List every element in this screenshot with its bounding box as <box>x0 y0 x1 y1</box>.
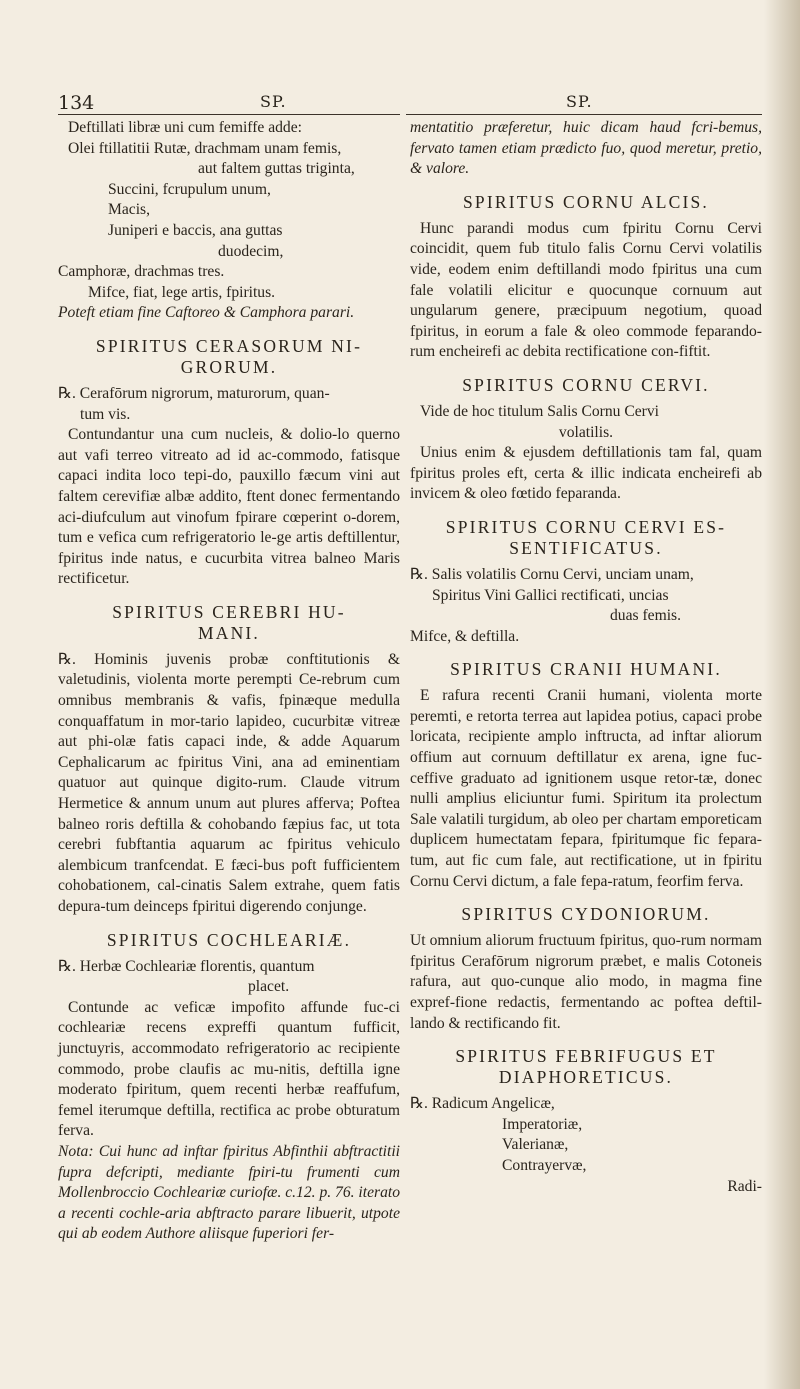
note-line: Poteft etiam fine Caftoreo & Camphora parari. <box>58 304 355 322</box>
section-heading: SPIRITUS CORNU CERVI. <box>462 374 710 395</box>
heading-line: SPIRITUS CEREBRI HU- <box>112 601 346 622</box>
recipe-line: Spiritus Vini Gallici rectificati, uncias <box>432 586 669 604</box>
section-heading <box>410 517 762 559</box>
ingredient-line: Juniperi e baccis, ana guttas <box>108 221 283 239</box>
section-heading: SPIRITUS CORNU ALCIS. <box>462 191 710 212</box>
paragraph: Ut omnium aliorum fructuum fpiritus, quo-rum normam fpiritus Cerafōrum nigrorum præbet, e malis Cotoneis rafura, aut quo-cunque alio modo, in magma fine expref-fione redactis, fermentando ac poftea deftil-lando & rectificando fit. <box>410 932 762 1032</box>
ingredient-line: Macis, <box>108 201 151 219</box>
section-heading: SPIRITUS CRANII HUMANI. <box>450 659 722 680</box>
ingredient-line: Succini, fcrupulum unum, <box>108 180 271 198</box>
running-head-right: SP. <box>566 92 593 111</box>
heading-line: SPIRITUS CERASORUM NI- <box>95 335 363 356</box>
header-rule-right <box>406 114 762 115</box>
heading-line: GRORUM. <box>180 356 278 377</box>
section-heading <box>410 1046 762 1088</box>
ingredient-line: duodecim, <box>218 242 284 260</box>
text-line: volatilis. <box>558 423 614 441</box>
page-number: 134 <box>58 92 95 114</box>
paragraph: Unius enim & ejusdem deftillationis tam fal, quam fpiritus proles eft, certa & illic indicata encheirefi ab invicem & oleo fœtido feparanda. <box>410 444 762 503</box>
header-rule-left <box>58 114 400 115</box>
paragraph: mentatitio præferetur, huic dicam haud fcri-bemus, fervato tamen etiam prædicto fuo, quod meretur, pretio, & valore. <box>410 119 762 178</box>
recipe-line: duas femis. <box>610 607 682 625</box>
running-head-left: SP. <box>260 92 287 111</box>
recipe-line: ℞. Salis volatilis Cornu Cervi, unciam unam, <box>410 565 694 583</box>
paragraph: Hunc parandi modus cum fpiritu Cornu Cervi coincidit, quem fub titulo falis Cornu Cervi volatilis vide, eodem enim deftillandi modo fpiritus una cum fale volatili elicitur e quocunque cornuum aut ungularum genere, præcipuum negotium, quoad fpiritus, in eorum a fale & oleo commode feparando-rum encheirefi ac debita rectificatione con-fiftit. <box>410 219 762 361</box>
text-line: Deftillati libræ uni cum femiffe adde: <box>68 119 302 136</box>
right-column <box>410 118 762 1197</box>
recipe-line: Imperatoriæ, <box>502 1115 583 1133</box>
recipe-line: Contrayervæ, <box>502 1156 587 1174</box>
recipe-line: tum vis. <box>80 405 131 423</box>
note-paragraph: Nota: Cui hunc ad inftar fpiritus Abfinthii abftractitii fupra defcripti, mediante fpiri-tu frumenti cum Mollenbroccio Cochleariæ curiofæ. c.12. p. 76. iterato a recenti cochle-aria abftracto parare libuerit, utpote qui ab eodem Authore aliisque fuperiori fer- <box>58 1142 401 1243</box>
recipe-line: placet. <box>248 978 290 996</box>
section-heading: SPIRITUS CYDONIORUM. <box>461 904 711 925</box>
ingredient-line: aut faltem guttas triginta, <box>198 160 355 178</box>
section-heading <box>58 336 400 378</box>
heading-line: SPIRITUS CORNU CERVI ES- <box>445 516 727 537</box>
heading-line: SENTIFICATUS. <box>509 537 663 558</box>
heading-line: SPIRITUS FEBRIFUGUS ET <box>455 1046 717 1067</box>
ingredient-line: Olei ftillatitii Rutæ, drachmam unam femis, <box>68 139 342 157</box>
ingredient-line: Camphoræ, drachmas tres. <box>58 263 225 281</box>
paragraph: ℞. Hominis juvenis probæ conftitutionis & valetudinis, violenta morte perempti Ce-rebrum cum omnibus membranis & vafis, fpinæque medulla conquaffatum in mor-tario lapideo, cucurbitæ vitreæ aut phi-olæ fatis capaci inde, & adde Aquarum Cephalicarum ac fpiritus Vini, ana ad eminentiam quatuor aut quinque digito-rum. Claude vitrum Hermetice & annum unum aut plures afferva; Poftea balneo roris deftilla & cohobando fæpius fac, ut tota cerebri fubftantia aquarum ac fpiritus vehiculo alembicum tranfcendat. E fæci-bus poft fufficientem cohobationem, cal-cinatis Salem extrahe, quem fatis depura-tum deinceps fpiritui digerendo conjunge. <box>58 650 400 915</box>
paragraph: Contundantur una cum nucleis, & dolio-lo querno aut vafi terreo vitreato ad id ac-commodo, fatisque capaci indita loco tepi-do, pauxillo fæcum vini aut faltem cerevifiæ albæ addito, ftent donec fermentando aci-diufculum aut vinofum fpirare cœperint o-dorem, tum e vefica cum refrigeratorio le-ge artis deftillentur, fpiritus inde natus, e cucurbita vitrea balneo Maris rectificetur. <box>58 426 400 588</box>
left-column <box>58 118 400 1245</box>
section-heading <box>58 602 400 644</box>
section-heading: SPIRITUS COCHLEARIÆ. <box>106 929 352 950</box>
heading-line: MANI. <box>197 622 261 643</box>
catchword: Radi- <box>727 1177 762 1195</box>
recipe-line: Valerianæ, <box>502 1136 569 1154</box>
heading-line: DIAPHORETICUS. <box>498 1067 674 1088</box>
paragraph: E rafura recenti Cranii humani, violenta morte peremti, e retorta terrea aut lapidea potius, capaci probe loricata, recipiente amplo inftructa, ad inftar aliorum offium aut cornuum deftillatur ex arena, igne fuc-ceffive graduato ad ignitionem usque retor-tæ, donec nulli amplius eliciuntur fumi. Spiritum ita prolectum Sale valatili turgidum, ab oleo per chartam emporeticam duplicem humectatam fepara, fpiritumque fic fepara-tum, aut fic cum fale, aut rectificatione, ut in fpiritu Cornu Cervi dictum, a fale fepa-ratum, feorfim ferva. <box>410 687 762 890</box>
text-line: Vide de hoc titulum Salis Cornu Cervi <box>420 402 660 420</box>
recipe-line: ℞. Radicum Angelicæ, <box>410 1095 555 1113</box>
instruction-line: Mifce, fiat, lege artis, fpiritus. <box>88 283 276 301</box>
recipe-line: ℞. Herbæ Cochleariæ florentis, quantum <box>58 957 315 975</box>
paragraph: Contunde ac veficæ impofito affunde fuc-ci cochleariæ recens expreffi quantum fufficit, junctuуris, accommodato refrigeratorio ac recipiente commodo, probe claufis ac mu-nitis, deftilla igne moderato fpiritum, quem recenti herbæ reaffufum, femel iterumque deftilla, rectifica ac probe obturatum ferva. <box>58 998 400 1140</box>
instruction-line: Mifce, & deftilla. <box>410 627 520 645</box>
recipe-line: ℞. Cerafōrum nigrorum, maturorum, quan- <box>58 384 330 402</box>
